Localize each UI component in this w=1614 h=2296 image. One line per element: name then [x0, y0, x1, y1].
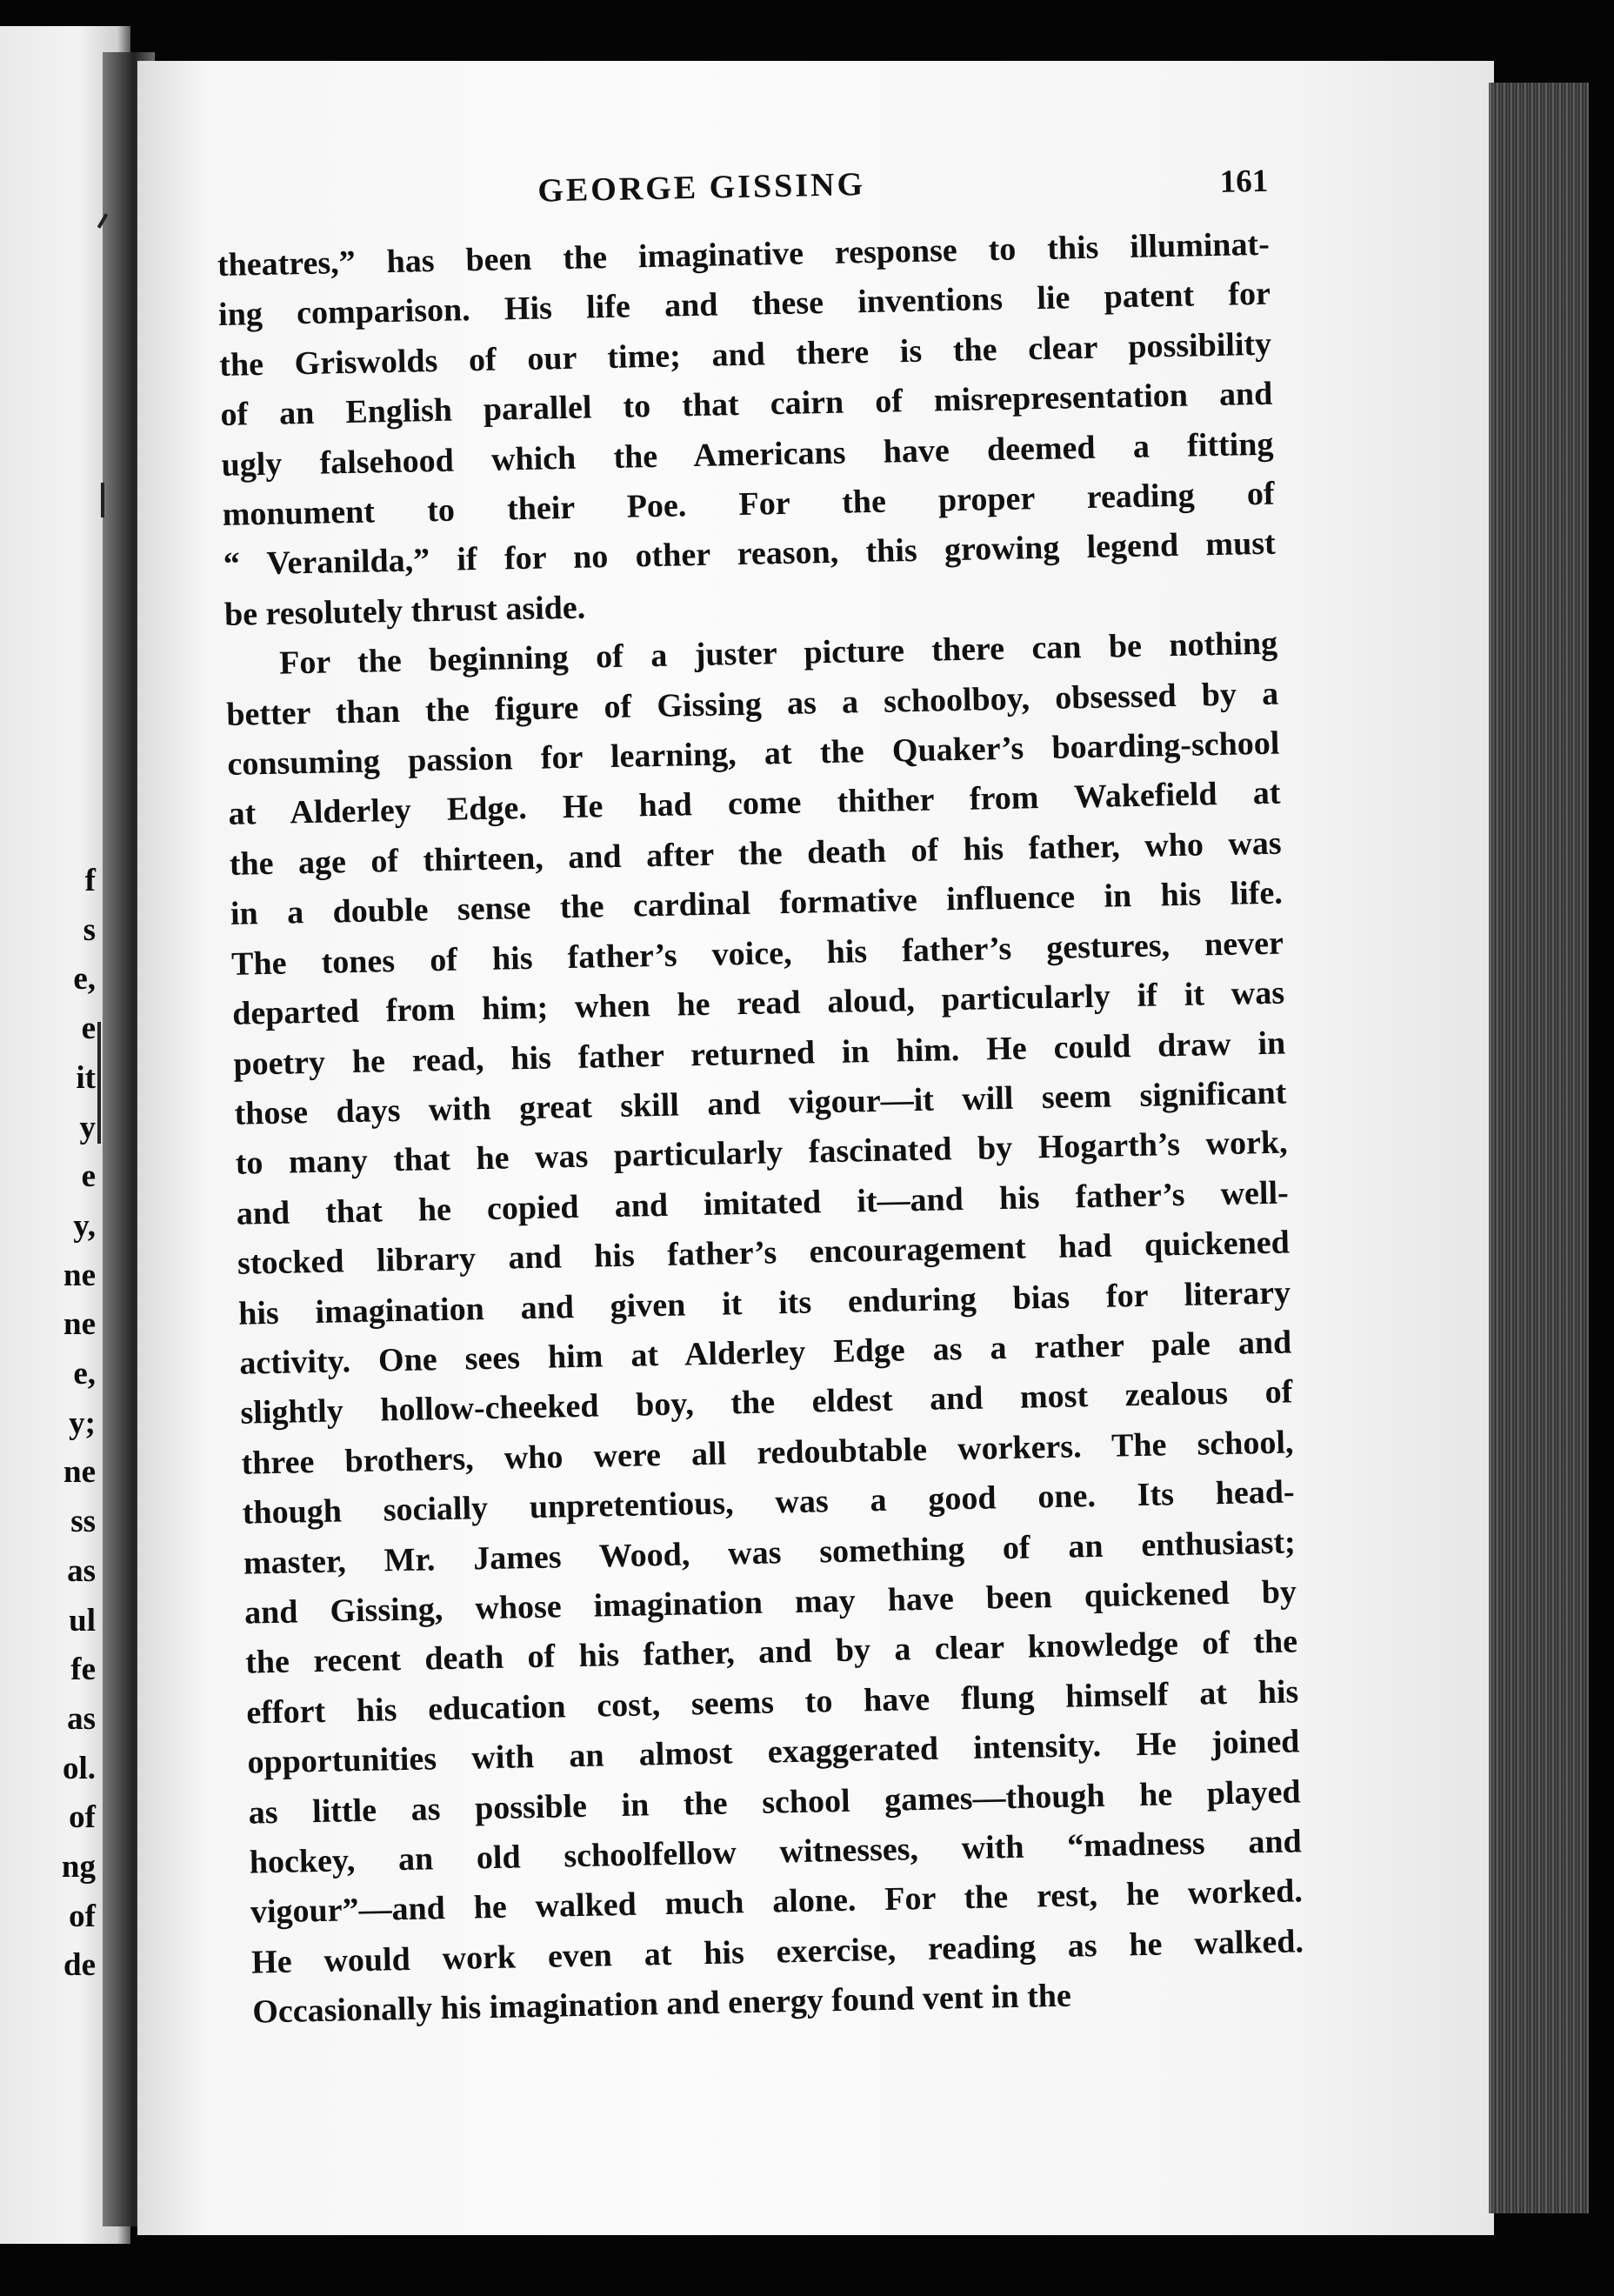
page-text-block — [216, 157, 1305, 2038]
text-line: slightly hollow-cheeked boy, the eldest and most zealous of — [240, 1373, 1293, 1432]
text-line: Occasionally his imagination and energy found vent in the — [251, 1977, 1072, 2031]
body-text — [217, 220, 1304, 2038]
text-line: For the beginning of a juster picture there can be nothing — [278, 624, 1278, 682]
left-page-fragment: as — [67, 1700, 96, 1737]
text-line: monument to their Poe. For the proper reading of — [222, 475, 1275, 533]
text-line: activity. One sees him at Alderley Edge as a rather pale and — [238, 1324, 1292, 1382]
text-line: and Gissing, whose imagination may have been quickened by — [243, 1573, 1297, 1632]
text-line: theatres,” has been the imaginative response to this illuminat- — [217, 225, 1271, 284]
text-line: those days with great skill and vigour—it will seem significant — [234, 1074, 1287, 1132]
text-line: vigour”—and he walked much alone. For the rest, he worked. — [250, 1872, 1304, 1932]
left-page-fragment: ol. — [62, 1750, 96, 1786]
text-line: the recent death of his father, and by a clear knowledge of the — [244, 1623, 1298, 1682]
paragraph — [217, 220, 1277, 640]
left-page-fragment: ne — [63, 1306, 96, 1343]
left-page-fragment: as — [67, 1552, 96, 1589]
text-line: He would work even at his exercise, reading as he walked. — [250, 1923, 1304, 1981]
left-page-fragment: of — [69, 1898, 96, 1934]
text-line: and that he copied and imitated it—and his father’s well- — [236, 1174, 1290, 1232]
text-line: The tones of his father’s voice, his father’s gestures, never — [230, 924, 1284, 983]
left-page-fragment: ss — [70, 1504, 96, 1540]
text-line: “ Veranilda,” if for no other reason, this growing legend must — [223, 525, 1277, 584]
left-page-fragment: ng — [61, 1849, 96, 1886]
text-line: at Alderley Edge. He had come thither from Wakefield at — [228, 775, 1281, 833]
text-line: three brothers, who were all redoubtable workers. The school, — [241, 1424, 1294, 1482]
text-line: the Griswolds of our time; and there is the clear possibility — [218, 325, 1272, 384]
text-line: though socially unpretentious, was a good one. Its head- — [242, 1473, 1295, 1532]
text-line: of an English parallel to that cairn of misrepresentation and — [220, 375, 1273, 434]
running-head-title: GEORGE GISSING — [537, 166, 866, 210]
text-line: stocked library and his father’s encouragement had quickened — [237, 1224, 1291, 1282]
left-page-fragment: ul — [69, 1602, 96, 1639]
left-page-fragment: it — [76, 1059, 96, 1096]
text-line: effort his education cost, seems to have flung himself at his — [245, 1673, 1299, 1732]
page-edges — [1489, 83, 1589, 2213]
left-page-fragment: s — [83, 911, 96, 948]
text-line: in a double sense the cardinal formative influence in his life. — [230, 874, 1284, 933]
text-line: his imagination and given it its enduring bias for literary — [237, 1273, 1291, 1332]
paragraph — [225, 619, 1305, 2038]
text-line: the age of thirteen, and after the death of his father, who was — [229, 824, 1283, 883]
left-page-fragment: ne — [63, 1257, 96, 1293]
left-page-fragment: fe — [70, 1652, 96, 1688]
text-line: ugly falsehood which the Americans have deemed a fitting — [221, 425, 1274, 484]
left-page-fragment: e — [81, 1158, 96, 1195]
gutter-mark — [97, 1022, 101, 1144]
left-page-text-fragments — [0, 857, 96, 1991]
text-line: opportunities with an almost exaggerated intensity. He joined — [247, 1723, 1300, 1781]
text-line: ing comparison. His life and these inventions lie patent for — [217, 276, 1271, 334]
text-line: departed from him; when he read aloud, particularly if it was — [231, 974, 1285, 1032]
left-page-fragment: y; — [69, 1405, 96, 1441]
text-line: hockey, an old schoolfellow witnesses, with “madness and — [249, 1823, 1303, 1881]
left-page-fragment: y — [79, 1109, 96, 1145]
left-page-fragment: e, — [73, 961, 96, 998]
text-line: to many that he was particularly fascinated by Hogarth’s work, — [235, 1124, 1288, 1183]
left-page-fragment: f — [84, 863, 96, 898]
text-line: be resolutely thrust aside. — [223, 589, 586, 633]
left-page-fragment: e, — [73, 1356, 96, 1392]
page-number: 161 — [1219, 163, 1269, 200]
text-line: as little as possible in the school games—though he played — [248, 1772, 1301, 1832]
text-line: consuming passion for learning, at the Quaker’s boarding-school — [227, 724, 1280, 783]
left-page-fragment: y, — [73, 1207, 96, 1244]
text-line: poetry he read, his father returned in him. He could draw in — [233, 1025, 1286, 1083]
left-page-fragment: ne — [63, 1454, 96, 1491]
text-line: better than the figure of Gissing as a schoolboy, obsessed by a — [225, 675, 1279, 733]
gutter-mark — [101, 483, 104, 517]
left-page-fragment: e — [81, 1011, 96, 1047]
left-page-fragment: of — [69, 1799, 96, 1836]
left-page-fragment: de — [63, 1947, 96, 1984]
text-line: master, Mr. James Wood, was something of an enthusiast; — [243, 1523, 1297, 1582]
